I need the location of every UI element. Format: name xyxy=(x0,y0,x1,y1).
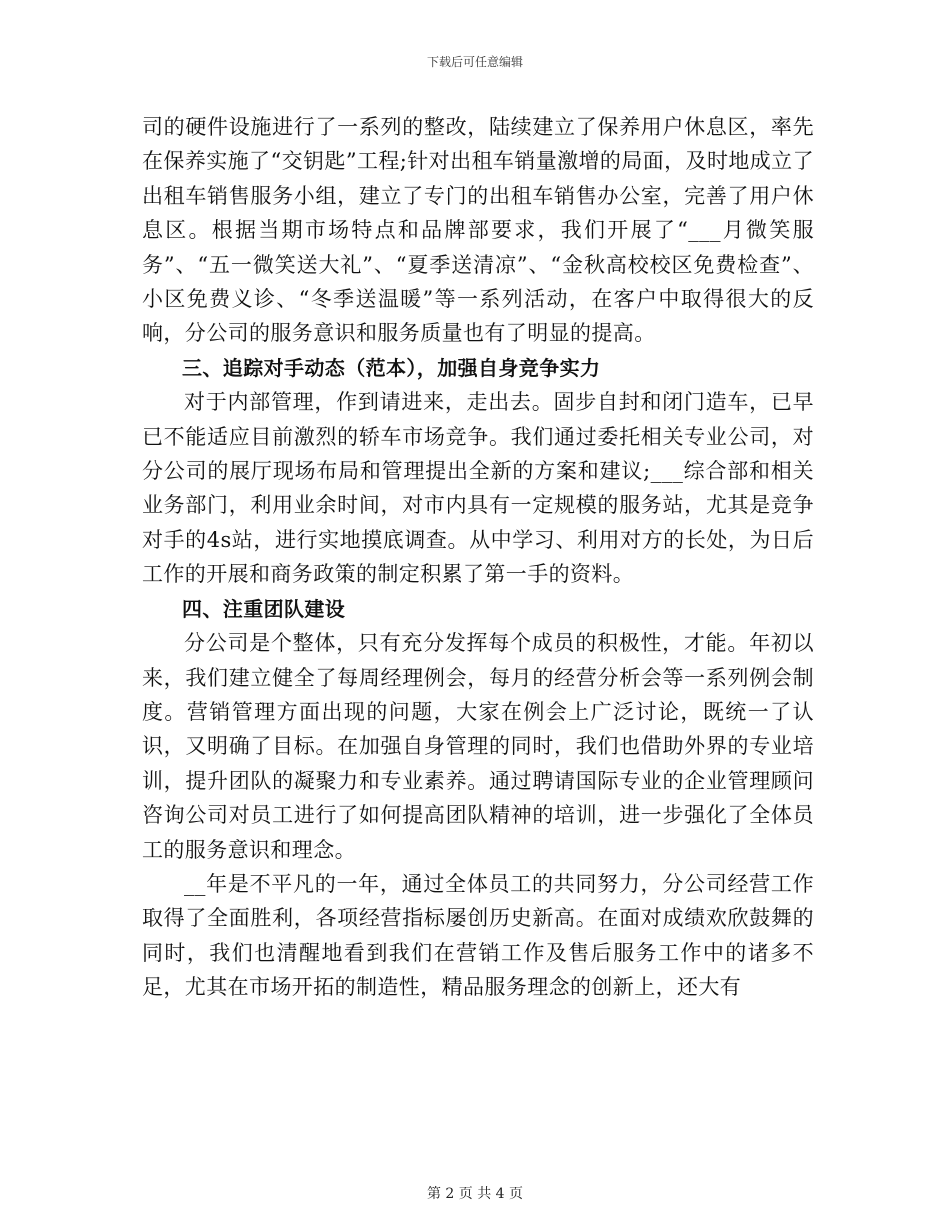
page-header: 下载后可任意编辑 xyxy=(426,55,523,69)
section-heading-4: 四、注重团队建设 xyxy=(182,596,346,621)
paragraph-competition: 对于内部管理，作到请进来，走出去。固步自封和闭门造车，已早已不能适应目前激烈的轿车市场竞争。我们通过委托相关专业公司，对分公司的展厅现场布局和管理提出全新的方案和建议;___综合部和相关业务部门，利用业余时间，对市内具有一定规模的服务站，尤其是竞争对手的4s站，进行实地摸底调查。从中学习、利用对方的长处，为日后工作的开展和商务政策的制定积累了第一手的资料。 xyxy=(142,390,814,587)
page-footer: 第 2 页 共 4 页 xyxy=(426,1186,524,1202)
document-body xyxy=(142,110,814,1005)
paragraph-team: 分公司是个整体，只有充分发挥每个成员的积极性，才能。年初以来，我们建立健全了每周经理例会，每月的经营分析会等一系列例会制度。营销管理方面出现的问题，大家在例会上广泛讨论，既统一了认识，又明确了目标。在加强自身管理的同时，我们也借助外界的专业培训，提升团队的凝聚力和专业素养。通过聘请国际专业的企业管理顾问咨询公司对员工进行了如何提高团队精神的培训，进一步强化了全体员工的服务意识和理念。 xyxy=(142,631,814,862)
section-heading-3: 三、追踪对手动态（范本），加强自身竞争实力 xyxy=(182,355,601,380)
paragraph-summary: __年是不平凡的一年，通过全体员工的共同努力，分公司经营工作取得了全面胜利，各项经营指标屡创历史新高。在面对成绩欢欣鼓舞的同时，我们也清醒地看到我们在营销工作及售后服务工作中的诸多不足，尤其在市场开拓的制造性，精品服务理念的创新上，还大有 xyxy=(142,871,814,1000)
paragraph-continued: 司的硬件设施进行了一系列的整改，陆续建立了保养用户休息区，率先在保养实施了“交钥匙”工程;针对出租车销量激增的局面，及时地成立了出租车销售服务小组，建立了专门的出租车销售办公室，完善了用户休息区。根据当期市场特点和品牌部要求，我们开展了“___月微笑服务”、“五一微笑送大礼”、“夏季送清凉”、“金秋高校校区免费检查”、小区免费义诊、“冬季送温暖”等一系列活动，在客户中取得很大的反响，分公司的服务意识和服务质量也有了明显的提高。 xyxy=(142,115,814,346)
